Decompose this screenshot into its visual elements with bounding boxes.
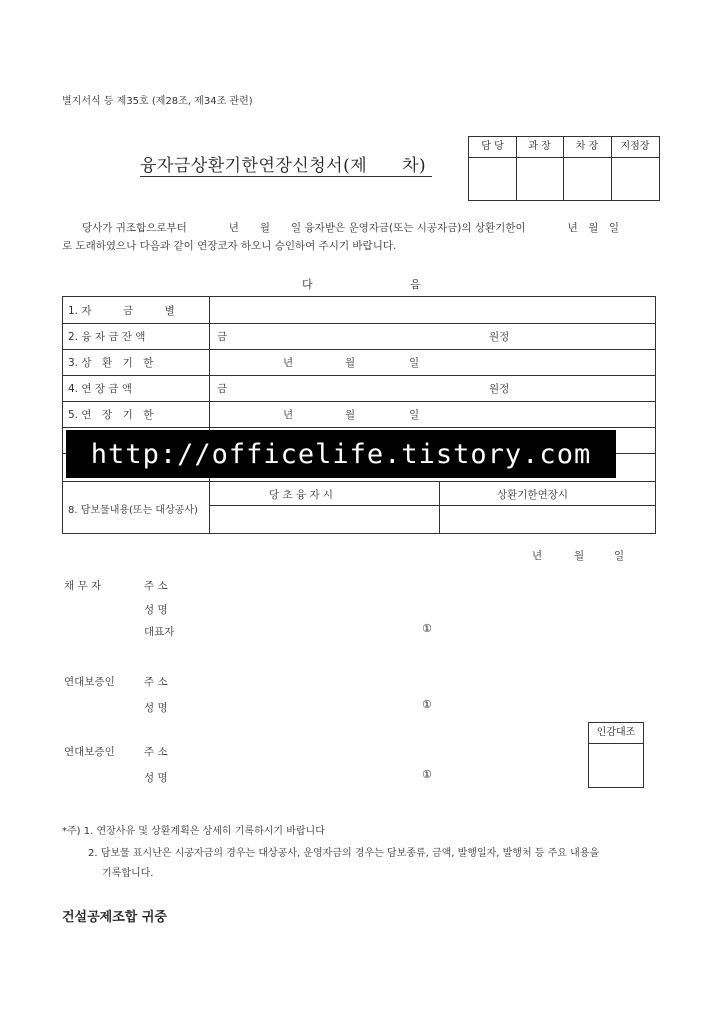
row-label-collateral: 8. 담보물내용(또는 대상공사) xyxy=(68,505,198,516)
extension-period-day: 일 xyxy=(409,409,420,421)
row-label-extension-period: 5. 연 장 기 한 xyxy=(68,409,154,421)
approval-divider xyxy=(611,137,612,200)
notice-word-left: 다 xyxy=(302,278,313,291)
guarantor2-name-label: 성 명 xyxy=(144,772,168,784)
application-table xyxy=(62,296,656,534)
row-label-fund-type: 1. 자 금 별 xyxy=(68,305,175,317)
debtor-seal-mark: ① xyxy=(422,622,432,635)
extension-amount-prefix: 금 xyxy=(217,383,228,395)
approval-header-branch-head: 지점장 xyxy=(611,137,659,158)
repayment-due-day: 일 xyxy=(409,357,420,369)
guarantor2-address-label: 주 소 xyxy=(144,746,168,758)
approval-header-staff: 담 당 xyxy=(469,137,516,158)
note-2b: 기록합니다. xyxy=(102,868,154,879)
watermark-url: http://officelife.tistory.com xyxy=(90,438,592,470)
date-day: 일 xyxy=(614,550,625,562)
form-title: 융자금상환기한연장신청서(제 차) xyxy=(140,156,427,176)
table-row-line xyxy=(63,323,655,324)
intro-line-1: 당사가 귀조합으로부터 년 월 일 융자받은 운영자금(또는 시공자금)의 상환기한이 년 월 일 xyxy=(82,222,620,234)
date-year: 년 xyxy=(532,550,543,562)
table-row-line xyxy=(63,349,655,350)
seal-verification-label: 인감대조 xyxy=(589,723,643,744)
debtor-address-label: 주 소 xyxy=(144,580,168,592)
title-underline xyxy=(140,176,432,177)
table-divider xyxy=(209,481,210,533)
loan-balance-suffix: 원정 xyxy=(489,331,510,343)
approval-divider xyxy=(516,137,517,200)
approval-divider xyxy=(563,137,564,200)
debtor-rep-label: 대표자 xyxy=(144,626,175,638)
seal-verification-box xyxy=(588,722,644,788)
footer-recipient: 건설공제조합 귀중 xyxy=(62,910,167,925)
note-1: *주) 1. 연장사유 및 상환계획은 상세히 기록하시기 바랍니다 xyxy=(62,826,325,837)
extension-period-month: 월 xyxy=(345,409,356,421)
approval-header-manager: 과 장 xyxy=(516,137,563,158)
table-row-line xyxy=(63,481,655,482)
debtor-title: 채 무 자 xyxy=(64,580,102,592)
table-divider xyxy=(439,481,440,533)
guarantor1-seal-mark: ① xyxy=(422,698,432,711)
guarantor1-title: 연대보증인 xyxy=(64,676,115,688)
notice-word-right: 음 xyxy=(410,278,421,291)
collateral-extension-header: 상환기한연장시 xyxy=(497,489,569,501)
intro-line-2: 로 도래하였으나 다음과 같이 연장코자 하오니 승인하여 주시기 바랍니다. xyxy=(62,240,397,252)
guarantor1-address-label: 주 소 xyxy=(144,676,168,688)
row-label-loan-balance: 2. 융 자 금 잔 액 xyxy=(68,331,146,343)
guarantor2-seal-mark: ① xyxy=(422,768,432,781)
watermark-banner xyxy=(66,430,616,478)
note-2a: 2. 담보물 표시난은 시공자금의 경우는 대상공사, 운영자금의 경우는 담보종류, 금액, 발행일자, 발행처 등 주요 내용을 xyxy=(88,848,600,859)
approval-header-deputy: 차 장 xyxy=(563,137,611,158)
debtor-name-label: 성 명 xyxy=(144,604,168,616)
table-row-line xyxy=(63,427,655,428)
table-row-line xyxy=(63,401,655,402)
loan-balance-prefix: 금 xyxy=(217,331,228,343)
repayment-due-year: 년 xyxy=(283,357,294,369)
guarantor2-title: 연대보증인 xyxy=(64,746,115,758)
guarantor1-name-label: 성 명 xyxy=(144,702,168,714)
row-label-repayment-due: 3. 상 환 기 한 xyxy=(68,357,154,369)
approval-box xyxy=(468,136,660,201)
table-row-line xyxy=(209,505,655,506)
repayment-due-month: 월 xyxy=(345,357,356,369)
date-month: 월 xyxy=(574,550,585,562)
extension-amount-suffix: 원정 xyxy=(489,383,510,395)
table-row-line xyxy=(63,375,655,376)
form-reference: 별지서식 등 제35호 (제28조, 제34조 관련) xyxy=(62,96,253,107)
row-label-extension-amount: 4. 연 장 금 액 xyxy=(68,383,132,395)
extension-period-year: 년 xyxy=(283,409,294,421)
collateral-original-header: 당 초 융 자 시 xyxy=(269,489,334,501)
